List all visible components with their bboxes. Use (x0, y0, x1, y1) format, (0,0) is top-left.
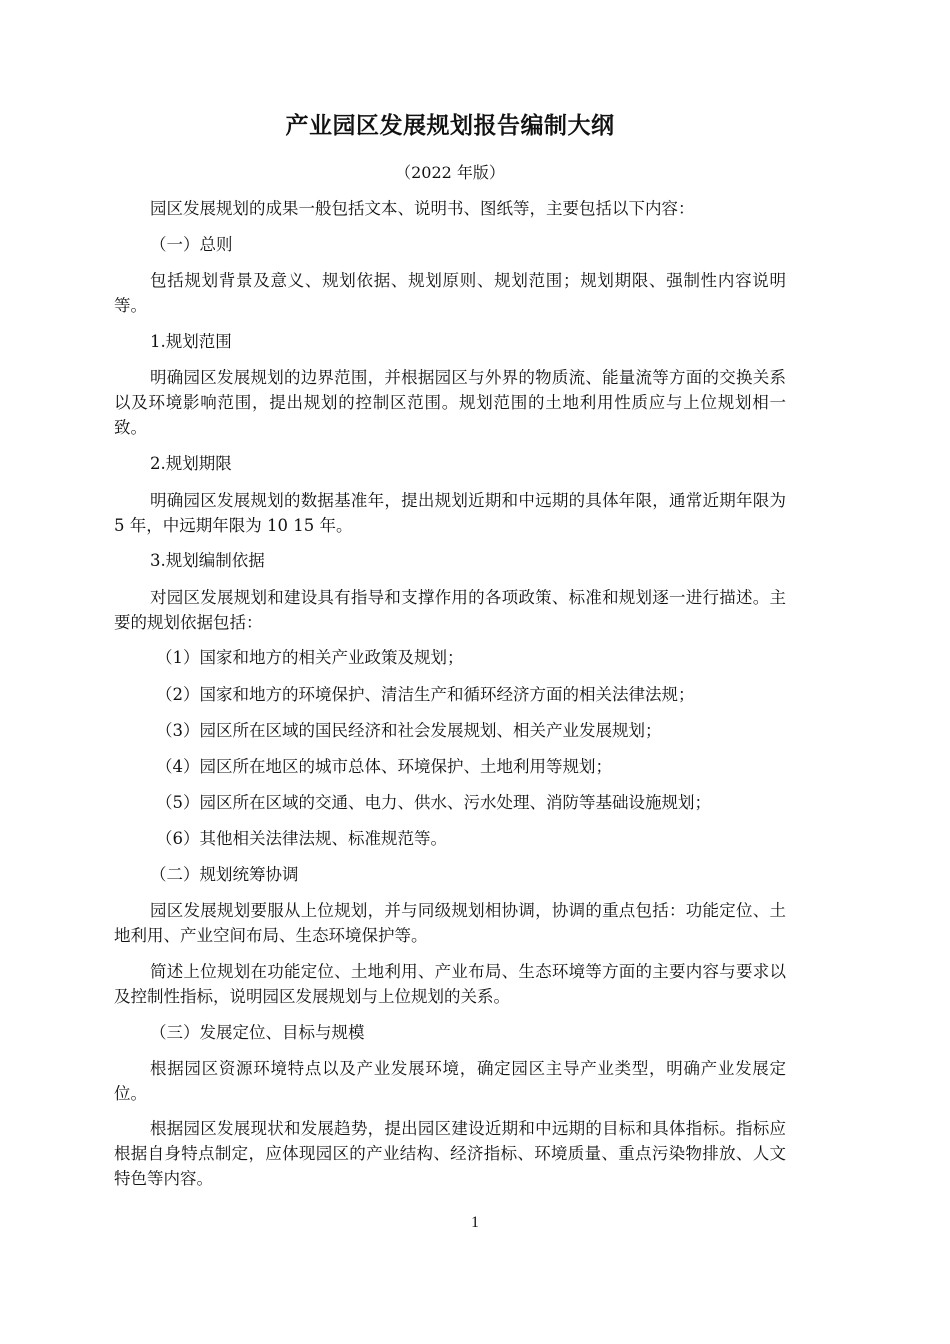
document-subtitle: （2022 年版） (395, 163, 505, 182)
section2-paragraph-1: 园区发展规划要服从上位规划，并与同级规划相协调，协调的重点包括：功能定位、土地利用、产业空间布局、生态环境保护等。 (114, 901, 786, 945)
basis-list-item: （6）其他相关法律法规、标准规范等。 (156, 829, 447, 848)
section1-heading: （一）总则 (150, 235, 233, 254)
section2-heading: （二）规划统筹协调 (150, 865, 299, 884)
basis-list-item: （5）园区所在区域的交通、电力、供水、污水处理、消防等基础设施规划； (156, 793, 711, 812)
basis-list-item: （2）国家和地方的环境保护、清洁生产和循环经济方面的相关法律法规； (156, 685, 695, 704)
section3-paragraph-1: 根据园区资源环境特点以及产业发展环境，确定园区主导产业类型，明确产业发展定位。 (114, 1059, 786, 1103)
basis-list-item: （1）国家和地方的相关产业政策及规划； (156, 648, 464, 667)
basis-list-item: （3）园区所在区域的国民经济和社会发展规划、相关产业发展规划； (156, 721, 662, 740)
section2-paragraph-2: 简述上位规划在功能定位、土地利用、产业布局、生态环境等方面的主要内容与要求以及控制性指标，说明园区发展规划与上位规划的关系。 (114, 962, 786, 1006)
section3-paragraph-2: 根据园区发展现状和发展趋势，提出园区建设近期和中远期的目标和具体指标。指标应根据自身特点制定，应体现园区的产业结构、经济指标、环境质量、重点污染物排放、人文特色等内容。 (114, 1119, 786, 1188)
item1-heading: 1.规划范围 (150, 332, 232, 351)
basis-list-item: （4）园区所在地区的城市总体、环境保护、土地利用等规划； (156, 757, 612, 776)
section3-heading: （三）发展定位、目标与规模 (150, 1023, 365, 1042)
page-number: 1 (471, 1214, 479, 1231)
item3-paragraph: 对园区发展规划和建设具有指导和支撑作用的各项政策、标准和规划逐一进行描述。主要的规划依据包括： (114, 588, 786, 632)
section1-paragraph: 包括规划背景及意义、规划依据、规划原则、规划范围；规划期限、强制性内容说明等。 (114, 271, 786, 315)
intro-paragraph: 园区发展规划的成果一般包括文本、说明书、图纸等，主要包括以下内容： (150, 199, 695, 218)
item2-heading: 2.规划期限 (150, 454, 232, 473)
document-title: 产业园区发展规划报告编制大纲 (285, 113, 615, 139)
item2-paragraph: 明确园区发展规划的数据基准年，提出规划近期和中远期的具体年限，通常近期年限为 5 年，中远期年限为 10 15 年。 (114, 491, 786, 535)
item1-paragraph: 明确园区发展规划的边界范围，并根据园区与外界的物质流、能量流等方面的交换关系以及环境影响范围，提出规划的控制区范围。规划范围的土地利用性质应与上位规划相一致。 (114, 368, 786, 437)
item3-heading: 3.规划编制依据 (150, 551, 265, 570)
